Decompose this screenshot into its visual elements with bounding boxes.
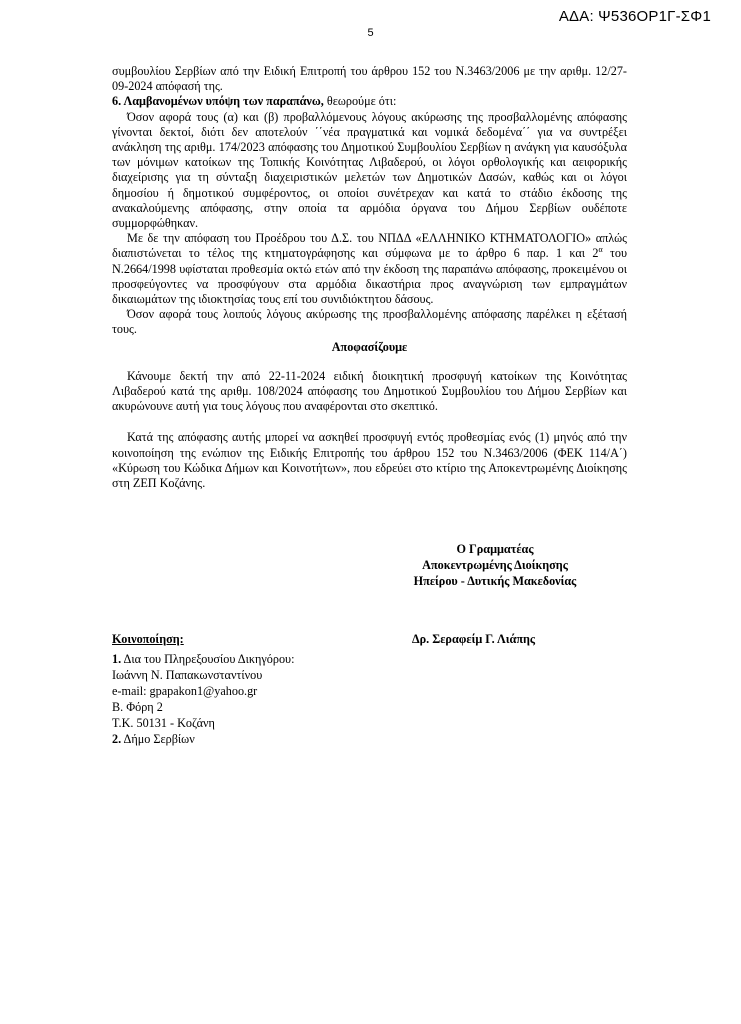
paragraph-decision: Κάνουμε δεκτή την από 22-11-2024 ειδική διοικητική προσφυγή κατοίκων της Κοινότητας Λιβαδερού κατά της αριθμ. 108/2024 απόφασης του Δημοτικού Συμβουλίου του Δήμου Σερβίων και ακυρώνουνε αυτή για τους λόγους που αναφέρονται στο σκεπτικό. (112, 368, 627, 414)
signer-name: Δρ. Σεραφείμ Γ. Λιάπης (412, 632, 536, 646)
item-6-label: 6. Λαμβανομένων υπόψη των παραπάνω, (112, 94, 324, 109)
paragraph-other-grounds: Όσον αφορά τους λοιπούς λόγους ακύρωσης της προσβαλλομένης απόφασης παρέλκει η εξέτασή τους. (112, 307, 627, 337)
signature-region: Ηπείρου - Δυτικής Μακεδονίας (413, 574, 577, 588)
paragraph-ktimatologio (112, 231, 627, 307)
distribution-item-1-text: Δια του Πληρεξουσίου Δικηγόρου: (121, 652, 295, 666)
distribution-item-2-text: Δήμο Σερβίων (121, 732, 195, 746)
distribution-item-1-number: 1. (112, 652, 122, 666)
ktimatologio-text-a: Με δε την απόφαση του Προέδρου του Δ.Σ. του ΝΠΔΔ «ΕΛΛΗΝΙΚΟ ΚΤΗΜΑΤΟΛΟΓΙΟ» απλώς διαπιστώνεται το τέλος της κτηματογράφησης και σύμφωνα με το άρθρο 6 παρ. 1 και 2 (112, 231, 627, 261)
signature-authority: Αποκεντρωμένης Διοίκησης (422, 558, 568, 572)
distribution-item-2-number: 2. (112, 732, 122, 746)
signature-block (380, 541, 610, 589)
paragraph-appeal: Κατά της απόφασης αυτής μπορεί να ασκηθεί προσφυγή εντός προθεσμίας ενός (1) μηνός από την κοινοποίηση της ενώπιον της Ειδικής Επιτροπής του άρθρου 152 του Ν.3463/2006 (ΦΕΚ 114/Α΄) «Κύρωση του Κώδικα Δήμων και Κοινοτήτων», που εδρεύει στο κτίριο της Αποκεντρωμένης Διοίκησης στη ΖΕΠ Κοζάνης. (112, 430, 627, 491)
lawyer-name: Ιωάννη Ν. Παπακωνσταντίνου (112, 668, 263, 682)
ada-code: ΑΔΑ: Ψ536ΟΡ1Γ-ΣΦ1 (558, 8, 711, 25)
item-6 (112, 94, 627, 109)
paragraph-grounds-a-b: Όσον αφορά τους (α) και (β) προβαλλόμενους λόγους ακύρωσης της προσβαλλομένης απόφασης γίνονται δεκτοί, διότι δεν αποτελούν ΄΄νέα πραγματικά και νομικά δεδομένα΄΄ για να συντρέξει ανάκληση της αριθμ. 174/2023 απόφασης του Δημοτικού Συμβουλίου Σερβίων η ανάγκη για καυσόξυλα των μόνιμων κατοίκων της Τοπικής Κοινότητας Λιβαδερού, οι λόγοι ορθολογικής και αειφορικής διαχείρισης για τη σύνταξη διαχειριστικών μελετών των Δημοτικών Δασών, καθώς και οι λόγοι δημοσίου ή δημοτικού συμφέροντος, οι οποίοι συνέτρεχαν και κατά το στάδιο έκδοσης της ανακαλούμενης απόφασης, στην οποία τα αρμόδια όργανα του Δήμου Σερβίων ουδέποτε συμμορφώθηκαν. (112, 109, 627, 231)
distribution-item-1 (112, 651, 432, 667)
decision-heading: Αποφασίζουμε (331, 339, 408, 354)
document-body (112, 64, 627, 491)
item-6-rest: θεωρούμε ότι: (323, 94, 397, 109)
distribution-item-2 (112, 731, 432, 747)
page-number: 5 (367, 27, 374, 39)
lawyer-postcode: Τ.Κ. 50131 - Κοζάνη (112, 716, 215, 730)
lawyer-email: e-mail: gpapakon1@yahoo.gr (112, 684, 258, 698)
paragraph-continuation: συμβουλίου Σερβίων από την Ειδική Επιτροπή του άρθρου 152 του Ν.3463/2006 με την αριθμ. 12/27-09-2024 απόφασή της. (112, 64, 627, 94)
signature-title: Ο Γραμματέας (456, 542, 534, 556)
ktimatologio-superscript: α (598, 245, 603, 255)
distribution-label: Κοινοποίηση: (112, 632, 184, 646)
ktimatologio-text-b: του Ν.2664/1998 υφίσταται προθεσμία οκτώ ετών από την έκδοση της παραπάνω απόφασης, προκειμένου οι προσφεύγοντες να προσφύγουν στα αρμόδια δικαστήρια προς αναγνώριση των εμπραγμάτων δικαιωμάτων της ιδιοκτησίας τους επί του συνιδιόκτητου δάσους. (112, 246, 627, 307)
lawyer-street: Β. Φόρη 2 (112, 700, 163, 714)
distribution-list (112, 651, 432, 747)
